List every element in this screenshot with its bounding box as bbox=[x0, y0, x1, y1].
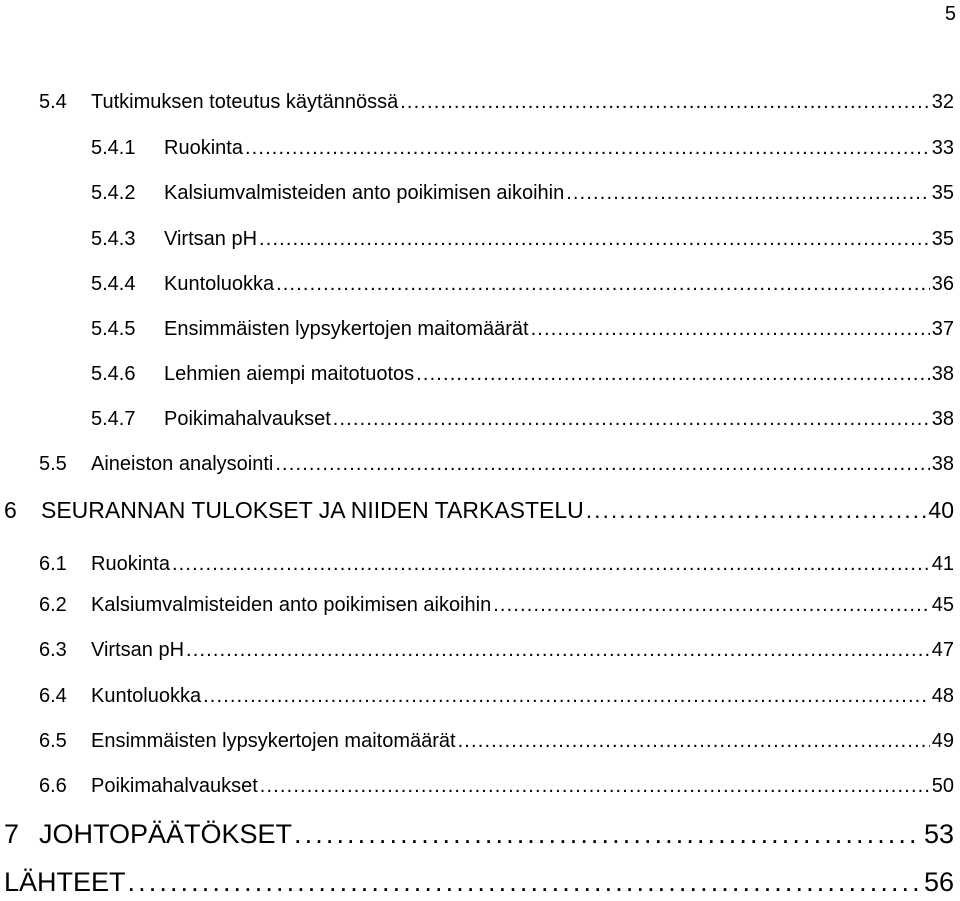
toc-entry-number: 5.4.6 bbox=[91, 363, 136, 385]
toc-leader-dots bbox=[400, 90, 930, 114]
toc-entry-title: Tutkimuksen toteutus käytännössä bbox=[91, 91, 399, 113]
toc-entry-page: 32 bbox=[931, 91, 954, 113]
toc-leader-dots bbox=[566, 181, 930, 205]
toc-entry-number: 6.3 bbox=[39, 639, 67, 661]
toc-entry-title: Kalsiumvalmisteiden anto poikimisen aikoihin bbox=[91, 594, 492, 616]
toc-entry-number: 6.5 bbox=[39, 730, 67, 752]
toc-entry-page: 49 bbox=[931, 730, 954, 752]
toc-leader-dots bbox=[260, 774, 930, 798]
toc-leader-dots bbox=[586, 496, 927, 524]
toc-entry-title: Lehmien aiempi maitotuotos bbox=[164, 363, 415, 385]
page-number: 5 bbox=[944, 3, 956, 25]
toc-entry-page: 40 bbox=[928, 497, 954, 523]
toc-entry[interactable] bbox=[91, 227, 954, 251]
toc-entry[interactable] bbox=[4, 866, 954, 898]
toc-entry-number: 5.4.4 bbox=[91, 273, 136, 295]
toc-entry-page: 38 bbox=[931, 453, 954, 475]
toc-leader-dots bbox=[128, 866, 922, 898]
toc-entry-page: 45 bbox=[931, 594, 954, 616]
toc-leader-dots bbox=[276, 272, 930, 296]
toc-entry-number: 5.4.2 bbox=[91, 182, 136, 204]
toc-entry-title: Kuntoluokka bbox=[91, 685, 202, 707]
toc-entry-page: 37 bbox=[931, 318, 954, 340]
toc-entry-page: 38 bbox=[931, 408, 954, 430]
toc-leader-dots bbox=[458, 729, 930, 753]
toc-leader-dots bbox=[275, 452, 929, 476]
toc-entry[interactable] bbox=[4, 496, 954, 524]
toc-entry[interactable] bbox=[91, 317, 954, 341]
toc-entry[interactable] bbox=[91, 272, 954, 296]
toc-entry-number: 5.4.7 bbox=[91, 408, 136, 430]
toc-entry-title: Virtsan pH bbox=[91, 639, 185, 661]
toc-entry[interactable] bbox=[39, 638, 954, 662]
toc-entry-number: 6.2 bbox=[39, 594, 67, 616]
toc-entry[interactable] bbox=[91, 181, 954, 205]
toc-entry-page: 48 bbox=[931, 685, 954, 707]
toc-leader-dots bbox=[172, 552, 930, 576]
toc-leader-dots bbox=[203, 684, 930, 708]
toc-leader-dots bbox=[333, 407, 930, 431]
toc-entry[interactable] bbox=[39, 729, 954, 753]
toc-entry[interactable] bbox=[39, 452, 954, 476]
toc-entry[interactable] bbox=[91, 136, 954, 160]
toc-entry-number: 6.6 bbox=[39, 775, 67, 797]
toc-entry[interactable] bbox=[39, 774, 954, 798]
toc-entry-page: 50 bbox=[931, 775, 954, 797]
toc-entry-page: 36 bbox=[931, 273, 954, 295]
toc-entry-title: Poikimahalvaukset bbox=[164, 408, 331, 430]
toc-entry-page: 53 bbox=[923, 819, 954, 849]
toc-entry-page: 38 bbox=[931, 363, 954, 385]
toc-entry[interactable] bbox=[39, 552, 954, 576]
toc-leader-dots bbox=[531, 317, 930, 341]
toc-entry-title: Ensimmäisten lypsykertojen maitomäärät bbox=[164, 318, 529, 340]
toc-entry-title: SEURANNAN TULOKSET JA NIIDEN TARKASTELU bbox=[41, 497, 584, 523]
toc-entry-title: Poikimahalvaukset bbox=[91, 775, 258, 797]
toc-entry-title: Ruokinta bbox=[91, 553, 170, 575]
toc-leader-dots bbox=[294, 818, 922, 850]
toc-entry-title: LÄHTEET bbox=[4, 867, 126, 897]
toc-entry-title: Ensimmäisten lypsykertojen maitomäärät bbox=[91, 730, 456, 752]
toc-entry-number: 5.4.1 bbox=[91, 137, 136, 159]
toc-entry-page: 33 bbox=[931, 137, 954, 159]
toc-entry-title: Kuntoluokka bbox=[164, 273, 275, 295]
toc-leader-dots bbox=[416, 362, 930, 386]
toc-leader-dots bbox=[245, 136, 930, 160]
toc-entry[interactable] bbox=[91, 407, 954, 431]
toc-entry-number: 7 bbox=[4, 819, 20, 849]
toc-entry-page: 35 bbox=[931, 182, 954, 204]
toc-entry-number: 5.4 bbox=[39, 91, 67, 113]
toc-entry[interactable] bbox=[39, 593, 954, 617]
toc-leader-dots bbox=[186, 638, 930, 662]
toc-entry-number: 6 bbox=[4, 497, 17, 523]
toc-entry-title: JOHTOPÄÄTÖKSET bbox=[39, 819, 293, 849]
toc-entry-page: 35 bbox=[931, 228, 954, 250]
toc-entry-number: 5.4.3 bbox=[91, 228, 136, 250]
toc-entry[interactable] bbox=[91, 362, 954, 386]
toc-entry-number: 5.5 bbox=[39, 453, 67, 475]
toc-leader-dots bbox=[259, 227, 930, 251]
toc-entry-title: Ruokinta bbox=[164, 137, 243, 159]
toc-entry-number: 5.4.5 bbox=[91, 318, 136, 340]
toc-entry-title: Kalsiumvalmisteiden anto poikimisen aikoihin bbox=[164, 182, 565, 204]
toc-entry-number: 6.4 bbox=[39, 685, 67, 707]
toc-entry-title: Aineiston analysointi bbox=[91, 453, 274, 475]
toc-entry[interactable] bbox=[39, 90, 954, 114]
toc-leader-dots bbox=[493, 593, 930, 617]
toc-entry[interactable] bbox=[4, 818, 954, 850]
toc-entry-number: 6.1 bbox=[39, 553, 67, 575]
toc-entry-title: Virtsan pH bbox=[164, 228, 258, 250]
toc-entry[interactable] bbox=[39, 684, 954, 708]
toc-entry-page: 47 bbox=[931, 639, 954, 661]
toc-entry-page: 41 bbox=[931, 553, 954, 575]
toc-entry-page: 56 bbox=[923, 867, 954, 897]
